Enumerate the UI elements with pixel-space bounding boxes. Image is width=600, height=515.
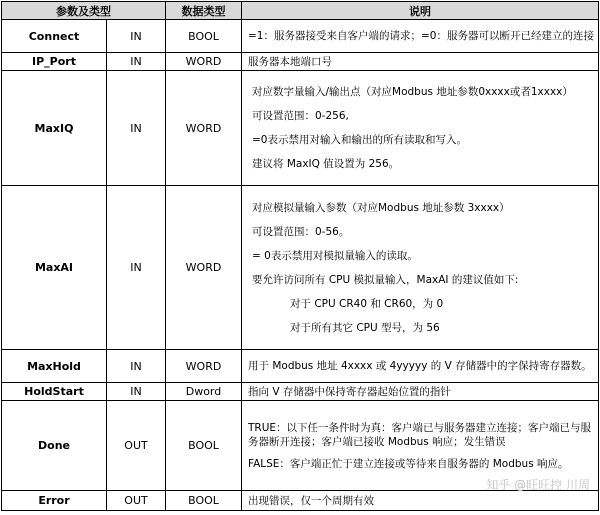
description-line: =0表示禁用对输入和输出的所有读取和写入。 bbox=[252, 134, 467, 146]
param-description bbox=[242, 53, 599, 71]
param-io: IN bbox=[107, 186, 166, 350]
param-io: IN bbox=[107, 71, 166, 186]
description-line: 对于所有其它 CPU 型号，为 56 bbox=[290, 321, 440, 334]
description-line: TRUE：以下任一条件时为真：客户端已与服务器建立连接；客户端已与服务器断开连接；客户端已接收 Modbus 响应；发生错误 bbox=[248, 421, 592, 448]
description-line: 出现错误，仅一个周期有效 bbox=[248, 494, 374, 507]
param-description bbox=[242, 71, 599, 186]
header-datatype: 数据类型 bbox=[166, 2, 242, 20]
table-row bbox=[2, 491, 599, 511]
description-line: = 0表示禁用对模拟量输入的读取。 bbox=[252, 249, 418, 262]
param-type: WORD bbox=[166, 71, 242, 186]
param-io: IN bbox=[107, 350, 166, 383]
param-description bbox=[242, 20, 599, 53]
description-line: 可设置范围：0-56。 bbox=[252, 225, 350, 238]
header-row bbox=[2, 2, 599, 20]
header-description: 说明 bbox=[242, 2, 599, 20]
param-io: IN bbox=[107, 20, 166, 53]
param-name: IP_Port bbox=[2, 53, 107, 71]
description-line: 可设置范围：0-256, bbox=[252, 110, 349, 122]
param-io: OUT bbox=[107, 491, 166, 511]
param-type: BOOL bbox=[166, 491, 242, 511]
param-type: WORD bbox=[166, 53, 242, 71]
param-type: Dword bbox=[166, 383, 242, 401]
watermark: 知乎 @旺旺控 川周 bbox=[486, 478, 590, 492]
param-name: HoldStart bbox=[2, 383, 107, 401]
description-line: 要允许访问所有 CPU 模拟量输入，MaxAI 的建议值如下: bbox=[252, 273, 519, 286]
param-description bbox=[242, 186, 599, 350]
param-description bbox=[242, 350, 599, 383]
param-type: WORD bbox=[166, 350, 242, 383]
param-name: Error bbox=[2, 491, 107, 511]
parameter-table bbox=[1, 1, 599, 511]
description-line: 对于 CPU CR40 和 CR60，为 0 bbox=[290, 297, 444, 310]
param-description bbox=[242, 383, 599, 401]
param-name: MaxIQ bbox=[2, 71, 107, 186]
table-row bbox=[2, 71, 599, 186]
param-io: IN bbox=[107, 53, 166, 71]
table-row bbox=[2, 350, 599, 383]
param-io: OUT bbox=[107, 401, 166, 491]
param-name: MaxHold bbox=[2, 350, 107, 383]
param-name: Connect bbox=[2, 20, 107, 53]
param-description bbox=[242, 491, 599, 511]
description-line: 对应数字量输入/输出点（对应Modbus 地址参数0xxxx或者1xxxx） bbox=[252, 86, 573, 98]
table-row bbox=[2, 383, 599, 401]
param-type: BOOL bbox=[166, 401, 242, 491]
param-name: MaxAI bbox=[2, 186, 107, 350]
param-io: IN bbox=[107, 383, 166, 401]
description-line: 指向 V 存储器中保持寄存器起始位置的指针 bbox=[248, 385, 451, 398]
description-line: 对应模拟量输入参数（对应Modbus 地址参数 3xxxx） bbox=[252, 201, 510, 214]
description-line: 服务器本地端口号 bbox=[248, 55, 332, 68]
header-param: 参数及类型 bbox=[2, 2, 166, 20]
table-row bbox=[2, 20, 599, 53]
description-line: =1：服务器接受来自客户端的请求；=0：服务器可以断开已经建立的连接 bbox=[248, 30, 594, 42]
table-row bbox=[2, 186, 599, 350]
param-type: WORD bbox=[166, 186, 242, 350]
description-line: 用于 Modbus 地址 4xxxx 或 4yyyyy 的 V 存储器中的字保持寄存器数。 bbox=[248, 360, 592, 372]
description-line: 建议将 MaxIQ 值设置为 256。 bbox=[252, 158, 400, 170]
table-row bbox=[2, 53, 599, 71]
param-name: Done bbox=[2, 401, 107, 491]
param-type: BOOL bbox=[166, 20, 242, 53]
description-line: FALSE：客户端正忙于建立连接或等待来自服务器的 Modbus 响应。 bbox=[248, 457, 569, 470]
